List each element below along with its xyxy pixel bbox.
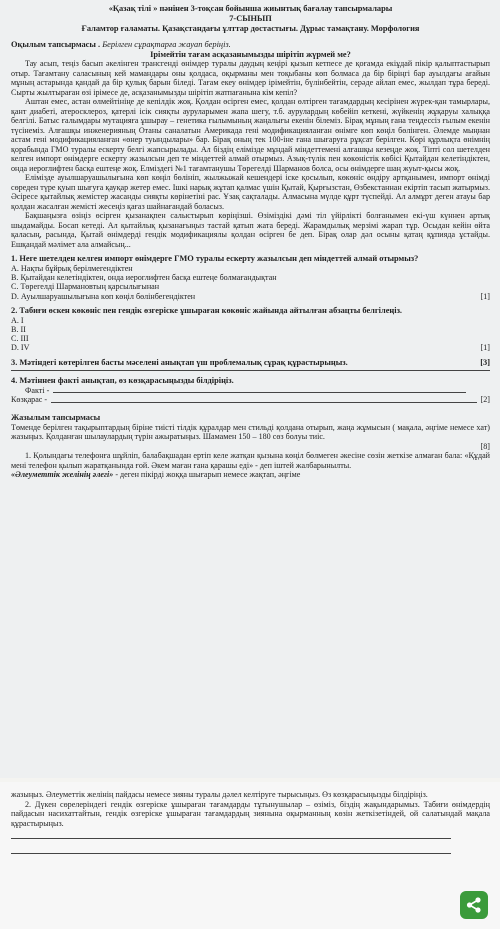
q4-mark: [2] xyxy=(480,395,490,405)
share-icon xyxy=(465,896,483,914)
fact-row: Факті - xyxy=(11,386,490,396)
answer-line-q3 xyxy=(11,370,490,371)
q1-option-a: А. Нақты бұйрық берілмегендіктен xyxy=(11,263,133,273)
q1-option-c: С. Төрегелді Шармановтың қарсылығынан xyxy=(11,282,160,292)
header-line-2: 7-СЫНЫП xyxy=(229,14,272,23)
writing-item-1: 1. Қолындағы телефонға шұйліп, балабақшадан ертіп келе жатқан қызына көңіл бөлмеген әкесіне сөзін жеткізе алмаған бала: «Құдай мені телефон қылып жаратқанында ғой. Әкем маған ғана қарашы еді» - деп іштей жалбарынылты. xyxy=(11,451,490,470)
view-row: Көзқарас - [2] xyxy=(11,395,490,405)
writing-mark: [8] xyxy=(480,441,490,451)
q2-option-c: С. ІІІ xyxy=(11,334,29,344)
paragraph-3: Елімізде ауылшаруашылығына көп көңіл бөлініп, жылжыжай кешендері іске қосылып, көкөніс өндіру артқанымен, импорт өнімді сөреден түре қуып шығуға қауқар жетер емес. Ішкі нарық жұтап қалмас үшін Қытай, Қырғызстан, Өзбекстаннан екіртіп тасып жатырмыз. Әсіресе қытайлық жемістер жасанды сияқты көрінетіні рас. Ұзақ сақталады. Алмасына мүлде құрт түспейді. Ал алмұрт деген атауы бар қолдан жасалған жемісті жесеңіз қағаз шайнағандай боласыз. xyxy=(11,173,490,211)
quote-text: «Әлеуметтік желінің әлегі» xyxy=(11,470,114,480)
paragraph-1: Тау асып, теңіз басып әкелінген трансгенді өнімдер туралы даудың кеңірі қызып кетпесе де қоғамда екіұдай пікір қалыптастырып отыр. Тағамтану саласының кей мамандары оны қолдаса, оқырманы мен тоқыбаны көп болмаса да бір біріңгі бар ауылдағы ағайын мұның астарында қандай да бір қулық барын біледі. Тағам екеу өнімдер ірімейтін, бүлінбейтін, серәде айлап емес, жылдап тұра береді. Сырты жылтыраған өзі ірімесе де, асқазанымызды шірітіп жатпағанына кім кепіл? xyxy=(11,59,490,97)
writing-item-1-quote-line: «Әлеуметтік желінің әлегі» - деген пікірді жоққа шығарып немесе жақтап, әңгіме xyxy=(11,470,301,480)
question-1: 1. Неге шетелден келген импорт өнімдерге ГМО туралы ескерту жазылсын деп міндеттей алмай отырмыз? xyxy=(11,254,419,264)
answer-line-2 xyxy=(11,853,451,854)
writing-mark-row xyxy=(11,442,490,452)
header-line-3: Ғаламтор ғаламаты. Қазақстандағы ұлттар достастығы. Дұрыс тамақтану. Морфология xyxy=(81,24,420,33)
q1-option-d: D. Ауылшаруашылығына көп көңіл бөлінбегендіктен [1] xyxy=(11,291,490,301)
q1-option-b: В. Қытайдан келетіндіктен, онда иероглифтен басқа ештеңе болмағандықтан xyxy=(11,273,277,283)
question-4: 4. Мәтіннен факті анықтап, өз көзқарасыңызды білдіріңіз. xyxy=(11,376,234,386)
q2-option-a: А. І xyxy=(11,315,24,325)
paragraph-2: Аштан емес, астан өлмейтініңе де кепілдік жоқ. Қолдан өсірген емес, қолдан өлтірген тағамдардың кесірінен жүрек-қан тамырлары, қант диабеті, атеросклероз, қатерлі ісік сияқты ауруларымен жапа шегу, т.б. аурулардың көбейіп кеткені, жүйкенің жұқаруы халыққа белгілі. Батыс ғалымдары мутацияға ұшырау – генетика ғылымының жаңалығы екенін білеміз. Бірақ мұның ғана теңдессіз ғылым екенін түсінеміз. Алғашқы инженерияның Отаны саналатын Америкада гені модификацияланған өнімге көп көңіл бөлінген. Әлемде мыңнан астам гені модификацияланған «өнер туындылары» бар. Бірақ оның тек 100-іне ғана шығаруға рұқсат берілген. Көрі құрлықта өнімнің қорабында ГМО туралы ескерту белгі жапсырылады. Ал біздің елімізде мұндай міндеттемені алғашқы кезеңде жоқ. Тіпті сол шетелден келген импорт өнімдерге ескерту жазылсын деп те міндеттей алмай отырмыз. Азық-түлік пен көкөністік көбісі Қытайдан келетіндіктен, онда иероглифтен басқа ештеңе жоқ. Елміздегі №1 тағамтанушы Төрегелді Шарманов болса, осы өнімдерге шаң жуыт-қысы жоқ. xyxy=(11,97,490,173)
reading-heading xyxy=(11,40,490,50)
page-2 xyxy=(0,782,500,929)
reading-instruction: Берілген сұрақтарға жауап беріңіз. xyxy=(102,40,231,49)
q2-mark: [1] xyxy=(480,343,490,353)
question-2: 2. Табиғи өскен көкөніс пен гендік өзгеріске ұшыраған көкөніс жайында айтылған абзацты белгілеңіз. xyxy=(11,305,403,315)
answer-line-1 xyxy=(11,838,451,839)
question-3: 3. Мәтіндегі көтерілген басты мәселені анықтап үш проблемалық сұрақ құрастырыңыз. [3] xyxy=(11,357,490,367)
reading-title: Ірімейтін тағам асқазанымызды шірітіп жүрмей ме? xyxy=(150,49,351,59)
writing-item-2: 2. Дүкен сөрелеріндегі гендік өзгеріске ұшыраған тағамдарды тұтынушылар – өзіміз, біздің жақындарымыз. Табиғи өнімдердің пайдасын насихаттайтын, гендік өзгеріске ұшыраған тағамдардың зиянына оқырманның көзін жеткізетіндей, ой салатындай мақала құрастырыңыз. xyxy=(11,799,490,828)
header-line-1: «Қазақ тілі » пәнінен 3-тоқсан бойынша жиынтық бағалау тапсырмалары xyxy=(108,4,393,13)
paragraph-4: Бақшаңызға өзіңіз өсірген қызанақпен салыстырып көріңізші. Өзіміздікі дәмі тіл үйірлікті болғанымен екі-үш күннен артық шыдамайды. Босап кетеді. Ал қытайлық қызанағыңыз тастай қатып жата береді. Жарамдылық мерзімі жарап тұр. Осыдан кейін өйта қаласың, расында, Қытай өнімдерді гендік модификациялы қолдан өсірген бе деп. Бірақ олар дәл осыны қатаң құпияда ұстайды. Ешқандай мәлімет ала алмайсың... xyxy=(11,211,490,249)
q2-option-b: В. ІІ xyxy=(11,324,26,334)
writing-intro: Төменде берілген тақырыптардың біріне тиісті тілдік құралдар мен стильді қолдана отырып, жаңа жұмысын ( мақала, әңгіме немесе хат) жазыңыз. Қолданған шылаулардың түрін ажыратыңыз. Шамамен 150 – 180 сөз болуы тиіс. xyxy=(11,422,490,442)
reading-label: Оқылым тапсырмасы . xyxy=(11,40,103,49)
writing-continuation: жазыңыз. Әлеуметтік желінің пайдасы немесе зияны туралы дәлел келтіруге тырысыңыз. Өз көзқарасыңызды білдіріңіз. xyxy=(11,790,428,799)
q1-mark: [1] xyxy=(480,291,490,301)
share-button[interactable] xyxy=(460,891,488,919)
q2-option-d: D. IV [1] xyxy=(11,343,490,353)
q3-mark: [3] xyxy=(480,357,490,367)
writing-title: Жазылым тапсырмасы xyxy=(11,412,101,422)
